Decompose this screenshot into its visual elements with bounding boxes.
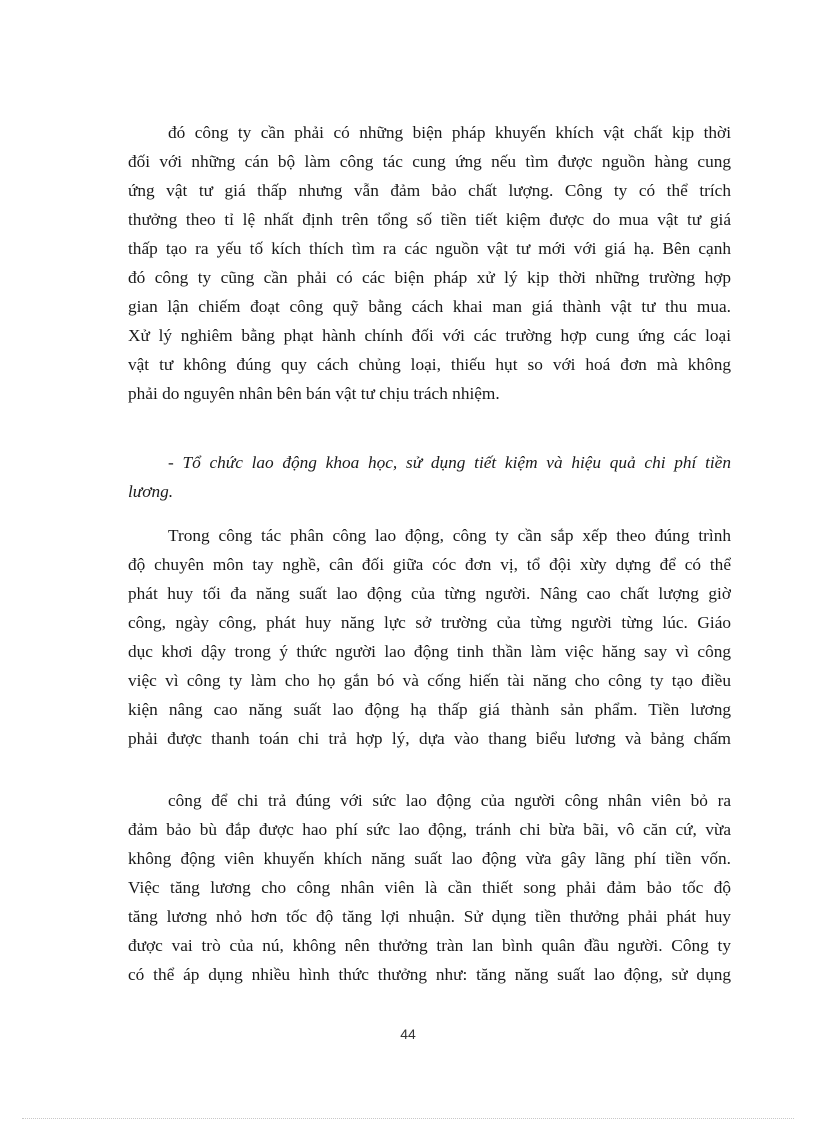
text-line: đảm bảo bù đắp được hao phí sức lao động, tránh chi bừa bãi, vô căn cứ, vừa: [128, 820, 731, 839]
text-line: vật tư không đúng quy cách chủng loại, thiếu hụt so với hoá đơn mà không: [128, 355, 731, 374]
text-line: thưởng theo tỉ lệ nhất định trên tổng số tiền tiết kiệm được do mua vật tư giá: [128, 210, 731, 229]
text-line: Xử lý nghiêm bằng phạt hành chính đối với các trường hợp cung ứng các loại: [128, 326, 731, 345]
text-line: Việc tăng lương cho công nhân viên là cần thiết song phải đảm bảo tốc độ: [128, 878, 731, 897]
text-line: không động viên khuyến khích năng suất lao động vừa gây lãng phí tiền vốn.: [128, 849, 731, 868]
text-line: độ chuyên môn tay nghề, cân đối giữa cóc đơn vị, tổ đội xừy dựng để có thể: [128, 555, 731, 574]
text-line: có thể áp dụng nhiều hình thức thưởng như: tăng năng suất lao động, sử dụng: [128, 965, 731, 984]
text-line: được vai trò của nú, không nên thưởng tràn lan bình quân đầu người. Công ty: [128, 936, 731, 955]
section-heading-labor-organization: [128, 448, 731, 506]
paragraph-labor-assignment: [128, 521, 731, 753]
text-line: gian lận chiếm đoạt công quỹ bằng cách khai man giá thành vật tư thu mua.: [128, 297, 731, 316]
text-line: công để chi trả đúng với sức lao động của người công nhân viên bỏ ra: [168, 791, 731, 810]
paragraph-wage-payment: [128, 786, 731, 989]
text-line: phải do nguyên nhân bên bán vật tư chịu trách nhiệm.: [128, 384, 500, 403]
text-line: phát huy tối đa năng suất lao động của từng người. Nâng cao chất lượng giờ: [128, 584, 731, 603]
page-bottom-divider: [22, 1118, 794, 1119]
heading-line: lương.: [128, 482, 174, 501]
text-line: Trong công tác phân công lao động, công ty cần sắp xếp theo đúng trình: [168, 526, 731, 545]
text-line: phải được thanh toán chi trả hợp lý, dựa vào thang biểu lương và bảng chấm: [128, 729, 731, 748]
text-line: đó công ty cần phải có những biện pháp khuyến khích vật chất kịp thời: [168, 123, 731, 142]
text-line: ứng vật tư giá thấp nhưng vẫn đảm bảo chất lượng. Công ty có thể trích: [128, 181, 731, 200]
text-line: công, ngày công, phát huy năng lực sở trường của từng người từng lúc. Giáo: [128, 613, 731, 632]
text-line: tăng lương nhỏ hơn tốc độ tăng lợi nhuận. Sử dụng tiền thưởng phải phát huy: [128, 907, 731, 926]
heading-line: - Tổ chức lao động khoa học, sử dụng tiết kiệm và hiệu quả chi phí tiền: [168, 453, 731, 472]
paragraph-material-incentives: [128, 118, 731, 408]
text-line: đối với những cán bộ làm công tác cung ứng nếu tìm được nguồn hàng cung: [128, 152, 731, 171]
text-line: dục khơi dậy trong ý thức người lao động tinh thần làm việc hăng say vì công: [128, 642, 731, 661]
text-line: đó công ty cũng cần phải có các biện pháp xử lý kịp thời những trường hợp: [128, 268, 731, 287]
page-number: 44: [400, 1026, 416, 1042]
text-line: thấp tạo ra yếu tố kích thích tìm ra các nguồn vật tư mới với giá hạ. Bên cạnh: [128, 239, 731, 258]
text-line: kiện nâng cao năng suất lao động hạ thấp giá thành sản phẩm. Tiền lương: [128, 700, 731, 719]
text-line: việc vì công ty làm cho họ gắn bó và cống hiến tài năng cho công ty tạo điều: [128, 671, 731, 690]
